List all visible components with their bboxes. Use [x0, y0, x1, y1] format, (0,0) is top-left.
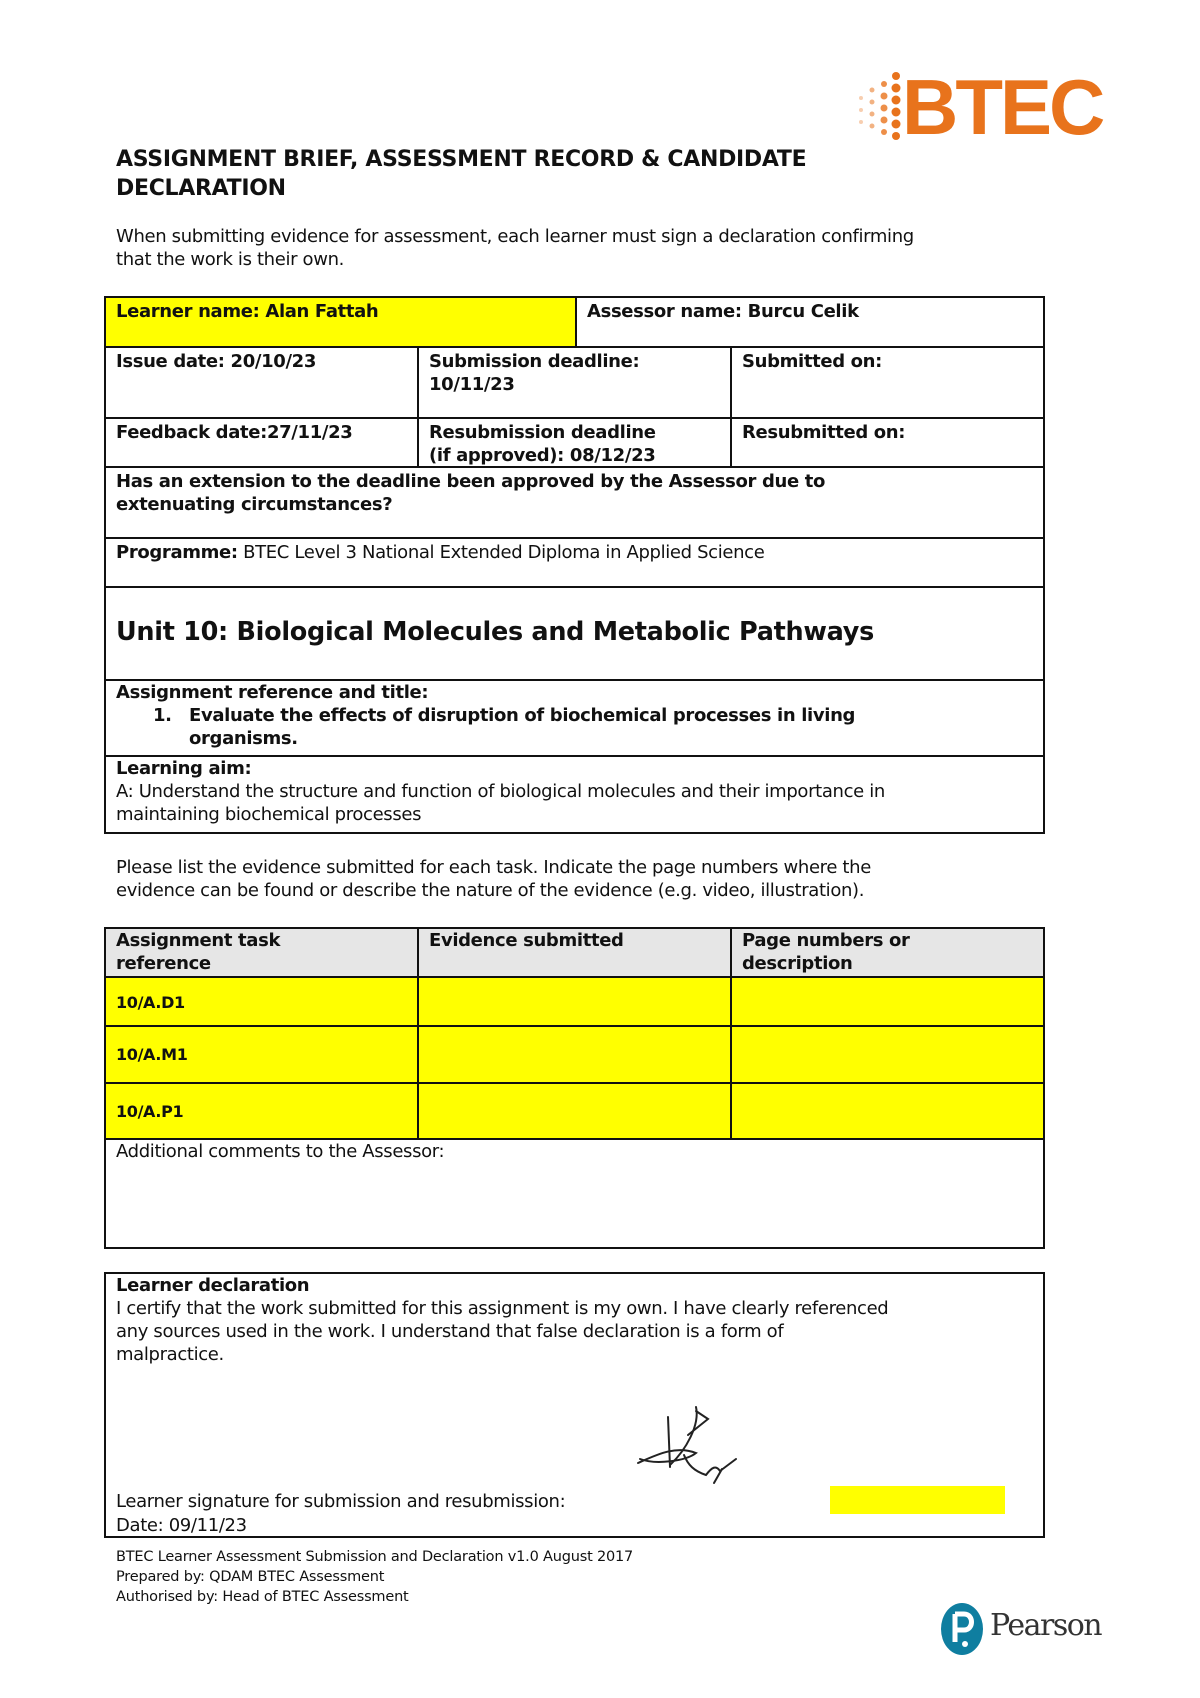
document-footer [116, 1547, 633, 1607]
intro-line: When submitting evidence for assessment, each learner must sign a declaration confirming [116, 226, 914, 247]
feedback-date-cell [104, 417, 419, 468]
programme-label: Programme: [116, 542, 238, 563]
extension-question-cell [104, 466, 1045, 539]
resubmission-deadline-value: (if approved): 08/12/23 [429, 445, 656, 466]
issue-date-cell [104, 346, 419, 419]
header-task-reference [104, 927, 419, 978]
resubmitted-on-cell [730, 417, 1045, 468]
submission-deadline-value: 10/11/23 [429, 374, 515, 395]
title-line: DECLARATION [116, 176, 286, 201]
header-line: Page numbers or [742, 930, 910, 951]
declaration-title: Learner declaration [116, 1275, 310, 1296]
programme-value: BTEC Level 3 National Extended Diploma in Applied Science [237, 542, 765, 563]
learning-aim-line: maintaining biochemical processes [116, 804, 422, 825]
declaration-text-line: malpractice. [116, 1344, 224, 1365]
pearson-logo [940, 1602, 1100, 1656]
learner-signature [636, 1405, 778, 1487]
footer-line: Authorised by: Head of BTEC Assessment [116, 1589, 409, 1605]
title-line: ASSIGNMENT BRIEF, ASSESSMENT RECORD & CANDIDATE [116, 147, 807, 172]
learning-aim-label: Learning aim: [116, 758, 252, 779]
assignment-title-line: Evaluate the effects of disruption of biochemical processes in living [189, 705, 856, 726]
assignment-reference-label: Assignment reference and title: [116, 682, 429, 703]
page-numbers-cell[interactable] [730, 1082, 1045, 1140]
pearson-p-icon [940, 1602, 986, 1656]
submitted-on: Submitted on: [742, 351, 882, 372]
evidence-cell[interactable] [417, 1082, 732, 1140]
submitted-on-cell [730, 346, 1045, 419]
unit-title-cell [104, 586, 1045, 681]
assignment-number: 1. [153, 705, 172, 726]
additional-comments-label: Additional comments to the Assessor: [116, 1141, 445, 1162]
header-line: description [742, 953, 853, 974]
page-title [116, 145, 806, 203]
assignment-reference-cell [104, 679, 1045, 757]
additional-comments-cell[interactable] [104, 1138, 1045, 1249]
header-line: reference [116, 953, 211, 974]
extension-question-line: Has an extension to the deadline been approved by the Assessor due to [116, 471, 825, 492]
task-reference-cell [104, 1025, 419, 1084]
evidence-cell[interactable] [417, 976, 732, 1027]
learning-aim-cell [104, 755, 1045, 834]
signature-highlight[interactable] [830, 1486, 1005, 1514]
signature-label: Learner signature for submission and resubmission: [116, 1491, 566, 1512]
evidence-cell[interactable] [417, 1025, 732, 1084]
programme-cell [104, 537, 1045, 588]
submission-deadline-cell [417, 346, 732, 419]
footer-line: Prepared by: QDAM BTEC Assessment [116, 1569, 385, 1585]
footer-line: BTEC Learner Assessment Submission and Declaration v1.0 August 2017 [116, 1549, 634, 1565]
btec-logo [854, 63, 1103, 151]
declaration-text-line: any sources used in the work. I understand that false declaration is a form of [116, 1321, 784, 1342]
declaration-date: Date: 09/11/23 [116, 1515, 247, 1536]
evidence-instructions [116, 856, 871, 902]
task-reference-cell [104, 1082, 419, 1140]
pearson-logo-text: Pearson [990, 1608, 1102, 1643]
resubmission-deadline-label: Resubmission deadline [429, 422, 656, 443]
assessor-name: Assessor name: Burcu Celik [587, 301, 859, 322]
resubmission-deadline-cell [417, 417, 732, 468]
declaration-text-line: I certify that the work submitted for this assignment is my own. I have clearly referenced [116, 1298, 889, 1319]
task-reference-cell [104, 976, 419, 1027]
assessor-name-cell [575, 296, 1045, 348]
evidence-instructions-line: evidence can be found or describe the nature of the evidence (e.g. video, illustration). [116, 880, 865, 901]
assignment-title-line: organisms. [189, 728, 298, 749]
header-line: Evidence submitted [429, 930, 624, 951]
submission-deadline-label: Submission deadline: [429, 351, 640, 372]
learner-name-cell [104, 296, 577, 348]
issue-date: Issue date: 20/10/23 [116, 351, 317, 372]
page-numbers-cell[interactable] [730, 1025, 1045, 1084]
header-evidence-submitted [417, 927, 732, 978]
unit-title: Unit 10: Biological Molecules and Metabolic Pathways [116, 617, 874, 647]
learner-name: Learner name: Alan Fattah [116, 301, 379, 322]
intro-text [116, 225, 914, 271]
learning-aim-line: A: Understand the structure and function of biological molecules and their importance in [116, 781, 885, 802]
feedback-date: Feedback date:27/11/23 [116, 422, 353, 443]
task-reference: 10/A.P1 [116, 1102, 184, 1121]
resubmitted-on: Resubmitted on: [742, 422, 906, 443]
header-line: Assignment task [116, 930, 281, 951]
extension-question-line: extenuating circumstances? [116, 494, 393, 515]
intro-line: that the work is their own. [116, 249, 344, 270]
btec-logo-text: BTEC [902, 63, 1103, 151]
page-numbers-cell[interactable] [730, 976, 1045, 1027]
task-reference: 10/A.M1 [116, 1045, 188, 1064]
task-reference: 10/A.D1 [116, 993, 185, 1012]
header-page-numbers [730, 927, 1045, 978]
evidence-instructions-line: Please list the evidence submitted for each task. Indicate the page numbers where the [116, 857, 871, 878]
